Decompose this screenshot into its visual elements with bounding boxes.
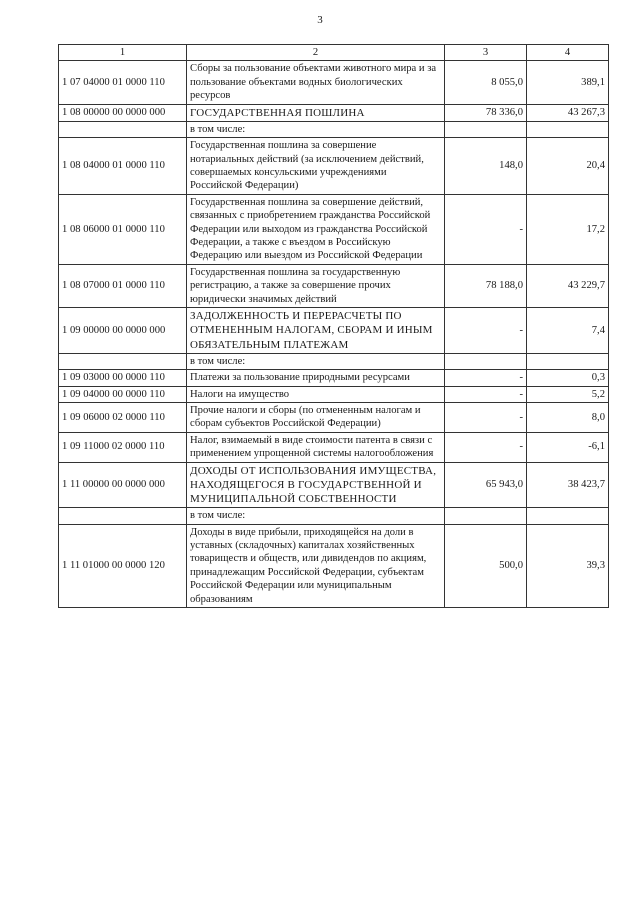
item-name-cell: в том числе: xyxy=(187,508,445,524)
planned-value-cell: 8 055,0 xyxy=(445,61,527,104)
actual-value-cell xyxy=(527,353,609,369)
table-body xyxy=(59,61,609,608)
table-row xyxy=(59,138,609,195)
table-row xyxy=(59,121,609,137)
actual-value-cell: 38 423,7 xyxy=(527,462,609,508)
item-name-cell: в том числе: xyxy=(187,121,445,137)
planned-value-cell: - xyxy=(445,432,527,462)
item-name-cell: Сборы за пользование объектами животного мира и за пользование объектами водных биологических ресурсов xyxy=(187,61,445,104)
table-row xyxy=(59,386,609,402)
actual-value-cell: 43 229,7 xyxy=(527,264,609,307)
budget-code-cell: 1 09 03000 00 0000 110 xyxy=(59,370,187,386)
actual-value-cell: 39,3 xyxy=(527,524,609,607)
budget-code-cell: 1 08 04000 01 0000 110 xyxy=(59,138,187,195)
planned-value-cell: 78 336,0 xyxy=(445,104,527,121)
table-row xyxy=(59,524,609,607)
planned-value-cell: 148,0 xyxy=(445,138,527,195)
actual-value-cell: -6,1 xyxy=(527,432,609,462)
planned-value-cell xyxy=(445,508,527,524)
planned-value-cell xyxy=(445,353,527,369)
item-name-cell: Платежи за пользование природными ресурсами xyxy=(187,370,445,386)
budget-code-cell xyxy=(59,353,187,369)
planned-value-cell: 500,0 xyxy=(445,524,527,607)
planned-value-cell xyxy=(445,121,527,137)
actual-value-cell: 8,0 xyxy=(527,402,609,432)
item-name-cell: в том числе: xyxy=(187,353,445,369)
column-header: 3 xyxy=(445,45,527,61)
item-name-cell: Налоги на имущество xyxy=(187,386,445,402)
budget-code-cell: 1 09 04000 00 0000 110 xyxy=(59,386,187,402)
item-name-cell: ЗАДОЛЖЕННОСТЬ И ПЕРЕРАСЧЕТЫ ПО ОТМЕНЕННЫМ НАЛОГАМ, СБОРАМ И ИНЫМ ОБЯЗАТЕЛЬНЫМ ПЛАТЕЖАМ xyxy=(187,308,445,354)
table-row xyxy=(59,353,609,369)
column-header: 1 xyxy=(59,45,187,61)
column-header: 2 xyxy=(187,45,445,61)
budget-code-cell: 1 07 04000 01 0000 110 xyxy=(59,61,187,104)
table-row xyxy=(59,264,609,307)
actual-value-cell: 389,1 xyxy=(527,61,609,104)
table-row xyxy=(59,370,609,386)
table-row xyxy=(59,61,609,104)
budget-code-cell: 1 11 01000 00 0000 120 xyxy=(59,524,187,607)
item-name-cell: Доходы в виде прибыли, приходящейся на доли в уставных (складочных) капиталах хозяйственных товариществ и обществ, или дивидендов по акциям, принадлежащим Российской Федерации, субъектам Российской Федерации или муниципальным образованиям xyxy=(187,524,445,607)
table-header-row xyxy=(59,45,609,61)
item-name-cell: Прочие налоги и сборы (по отмененным налогам и сборам субъектов Российской Федерации) xyxy=(187,402,445,432)
actual-value-cell: 17,2 xyxy=(527,194,609,264)
budget-code-cell: 1 08 00000 00 0000 000 xyxy=(59,104,187,121)
budget-code-cell: 1 08 07000 01 0000 110 xyxy=(59,264,187,307)
planned-value-cell: - xyxy=(445,194,527,264)
planned-value-cell: - xyxy=(445,308,527,354)
planned-value-cell: - xyxy=(445,386,527,402)
budget-code-cell: 1 09 00000 00 0000 000 xyxy=(59,308,187,354)
item-name-cell: Государственная пошлина за совершение действий, связанных с приобретением гражданства Российской Федерации или выходом из гражданства Российской Федерации, а также с въездом в Российскую Федерацию или выездом из Российской Федерации xyxy=(187,194,445,264)
actual-value-cell: 20,4 xyxy=(527,138,609,195)
actual-value-cell: 5,2 xyxy=(527,386,609,402)
budget-code-cell: 1 09 06000 02 0000 110 xyxy=(59,402,187,432)
planned-value-cell: - xyxy=(445,370,527,386)
item-name-cell: Государственная пошлина за совершение нотариальных действий (за исключением действий, совершаемых консульскими учреждениями Российской Федерации) xyxy=(187,138,445,195)
table-row xyxy=(59,508,609,524)
item-name-cell: ГОСУДАРСТВЕННАЯ ПОШЛИНА xyxy=(187,104,445,121)
budget-code-cell xyxy=(59,508,187,524)
actual-value-cell xyxy=(527,508,609,524)
item-name-cell: Государственная пошлина за государственную регистрацию, а также за совершение прочих юридически значимых действий xyxy=(187,264,445,307)
budget-code-cell: 1 08 06000 01 0000 110 xyxy=(59,194,187,264)
budget-code-cell xyxy=(59,121,187,137)
table-row xyxy=(59,462,609,508)
actual-value-cell: 43 267,3 xyxy=(527,104,609,121)
planned-value-cell: 78 188,0 xyxy=(445,264,527,307)
table-row xyxy=(59,432,609,462)
item-name-cell: ДОХОДЫ ОТ ИСПОЛЬЗОВАНИЯ ИМУЩЕСТВА, НАХОДЯЩЕГОСЯ В ГОСУДАРСТВЕННОЙ И МУНИЦИПАЛЬНОЙ СОБСТВЕННОСТИ xyxy=(187,462,445,508)
actual-value-cell: 7,4 xyxy=(527,308,609,354)
budget-table xyxy=(58,44,609,608)
planned-value-cell: 65 943,0 xyxy=(445,462,527,508)
table-row xyxy=(59,194,609,264)
actual-value-cell: 0,3 xyxy=(527,370,609,386)
table-row xyxy=(59,104,609,121)
page-number: 3 xyxy=(317,14,323,26)
planned-value-cell: - xyxy=(445,402,527,432)
table-row xyxy=(59,308,609,354)
actual-value-cell xyxy=(527,121,609,137)
budget-code-cell: 1 09 11000 02 0000 110 xyxy=(59,432,187,462)
item-name-cell: Налог, взимаемый в виде стоимости патента в связи с применением упрощенной системы налогообложения xyxy=(187,432,445,462)
column-header: 4 xyxy=(527,45,609,61)
budget-code-cell: 1 11 00000 00 0000 000 xyxy=(59,462,187,508)
table-row xyxy=(59,402,609,432)
